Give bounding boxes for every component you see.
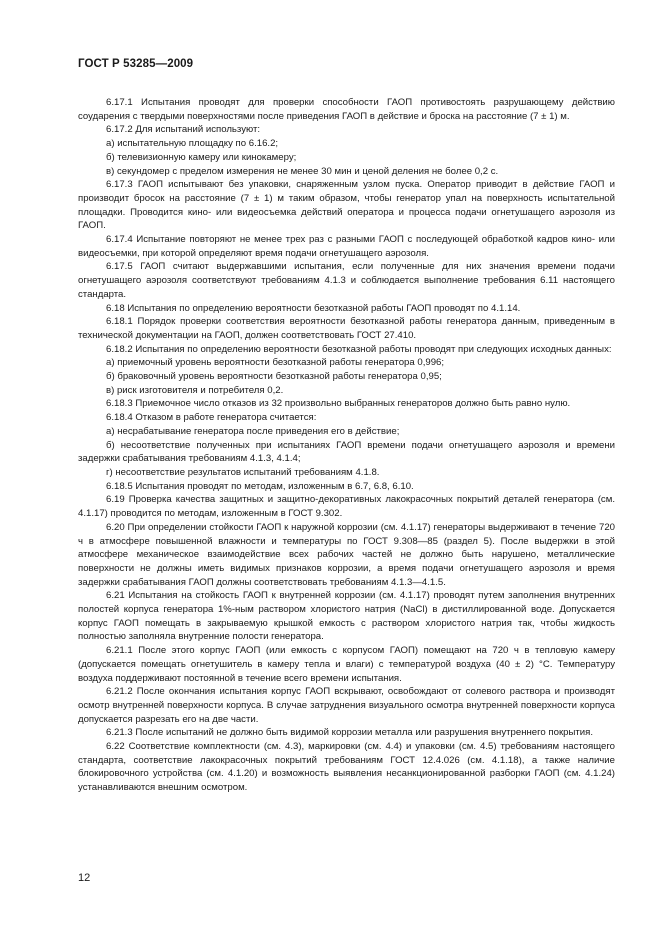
paragraph-6-18-2: 6.18.2 Испытания по определению вероятности безотказной работы проводят при следующих исходных данных: bbox=[106, 343, 612, 355]
list-item: г) несоответствие результатов испытаний требованиям 4.1.8. bbox=[106, 466, 380, 478]
paragraph-6-17-4: 6.17.4 Испытание повторяют не менее трех раз с разными ГАОП с последующей обработкой кадров кино- или видеосъемки, при которой определяют время подачи огнетушащего аэрозоля. bbox=[78, 234, 615, 259]
list-item: в) секундомер с пределом измерения не менее 30 мин и ценой деления не более 0,2 с. bbox=[106, 165, 499, 177]
paragraph-6-17-2: 6.17.2 Для испытаний используют: bbox=[106, 124, 261, 136]
paragraph-6-22: 6.22 Соответствие комплектности (см. 4.3), маркировки (см. 4.4) и упаковки (см. 4.5) требованиям настоящего стандарта, соответствие лакокрасочных покрытий требованиям ГОСТ 12.4.026 (см. 4.1.18), а также наличие блокировочного устройства (см. 4.1.20) и возможность выявления несанкционированной разборки ГАОП (см. 4.1.24) устанавливаются внешним осмотром. bbox=[78, 741, 615, 794]
list-item: б) несоответствие полученных при испытаниях ГАОП времени подачи огнетушащего аэрозоля и времени задержки срабатывания требованиям 4.1.3, 4.1.4; bbox=[78, 439, 615, 465]
paragraph-6-18-4: 6.18.4 Отказом в работе генератора считается: bbox=[106, 412, 317, 424]
paragraph-6-21-1: 6.21.1 После этого корпус ГАОП (или емкость с корпусом ГАОП) помещают на 720 ч в тепловую камеру (допускается помещать огнетушитель в камеру тепла и влаги) с температурой воздуха (40 ± 2) °С. Температуру воздуха поддерживают постоянной в течение всего времени испытания. bbox=[78, 645, 615, 684]
paragraph-6-17-1: 6.17.1 Испытания проводят для проверки способности ГАОП противостоять разрушающему действию соударения с твердыми поверхностями после приведения ГАОП в действие и броска на расстояние (7 ± 1) м. bbox=[78, 97, 615, 122]
paragraph-6-21: 6.21 Испытания на стойкость ГАОП к внутренней коррозии (см. 4.1.17) проводят путем заполнения внутренних полостей корпуса генератора 1%-ным раствором хлористого натрия (NaCl) в дистиллированной воде. Допускается корпус ГАОП помещать в закрываемую крышкой емкость с раствором хлористого натрия так, чтобы жидкость полностью заполняла внутренние полости генератора. bbox=[78, 590, 615, 643]
paragraph-6-18-3: 6.18.3 Приемочное число отказов из 32 произвольно выбранных генераторов должно быть равно нулю. bbox=[106, 398, 571, 410]
paragraph-6-17-5: 6.17.5 ГАОП считают выдержавшими испытания, если полученные для них значения времени подачи огнетушащего аэрозоля соответствуют требованиям 4.1.3 и соблюдается выполнение требования 6.11 настоящего стандарта. bbox=[78, 261, 615, 300]
paragraph-6-19: 6.19 Проверка качества защитных и защитно-декоративных лакокрасочных покрытий деталей генератора (см. 4.1.17) проводится по методам, изложенным в ГОСТ 9.302. bbox=[78, 494, 615, 520]
document-body bbox=[78, 96, 615, 795]
document-header: ГОСТ Р 53285—2009 bbox=[78, 58, 194, 70]
list-item: а) приемочный уровень вероятности безотказной работы генератора 0,996; bbox=[106, 357, 445, 369]
list-item: б) браковочный уровень вероятности безотказной работы генератора 0,95; bbox=[106, 371, 442, 383]
list-item: б) телевизионную камеру или кинокамеру; bbox=[106, 151, 297, 163]
paragraph-6-17-3: 6.17.3 ГАОП испытывают без упаковки, снаряженным узлом пуска. Оператор приводит в действие ГАОП и производит бросок на расстояние (7 ± 1) м таким образом, чтобы генератор упал на поверхность испытательной площадки. Проводится кино- или видеосъемка действий оператора и процесса подачи огнетушащего аэрозоля из ГАОП. bbox=[78, 179, 615, 232]
list-item: а) несрабатывание генератора после приведения его в действие; bbox=[106, 425, 400, 437]
paragraph-6-18: 6.18 Испытания по определению вероятности безотказной работы ГАОП проводят по 4.1.14. bbox=[106, 302, 521, 314]
paragraph-6-18-5: 6.18.5 Испытания проводят по методам, изложенным в 6.7, 6.8, 6.10. bbox=[106, 480, 414, 492]
list-item: а) испытательную площадку по 6.16.2; bbox=[106, 138, 279, 150]
page-number: 12 bbox=[78, 872, 91, 884]
list-item: в) риск изготовителя и потребителя 0,2. bbox=[106, 384, 284, 396]
paragraph-6-21-2: 6.21.2 После окончания испытания корпус ГАОП вскрывают, освобождают от солевого раствора и производят осмотр внутренней поверхности корпуса. В случае затруднения визуального осмотра внутренней поверхности корпуса допускается разрезать его на две части. bbox=[78, 686, 615, 725]
paragraph-6-20: 6.20 При определении стойкости ГАОП к наружной коррозии (см. 4.1.17) генераторы выдерживают в течение 720 ч в атмосфере повышенной влажности и температуры по ГОСТ 9.308—85 (раздел 5). После выдержки в этой атмосфере механическое взаимодействие всех рабочих частей не должно быть нарушено, металлические поверхности не должны иметь видимых признаков коррозии, а время подачи огнетушащего аэрозоля и время задержки срабатывания ГАОП должны соответствовать требованиям 4.1.3—4.1.5. bbox=[78, 521, 615, 588]
paragraph-6-21-3: 6.21.3 После испытаний не должно быть видимой коррозии металла или разрушения внутреннего покрытия. bbox=[106, 727, 593, 739]
paragraph-6-18-1: 6.18.1 Порядок проверки соответствия вероятности безотказной работы генератора данным, приведенным в технической документации на ГАОП, должен соответствовать ГОСТ 27.410. bbox=[78, 316, 615, 341]
